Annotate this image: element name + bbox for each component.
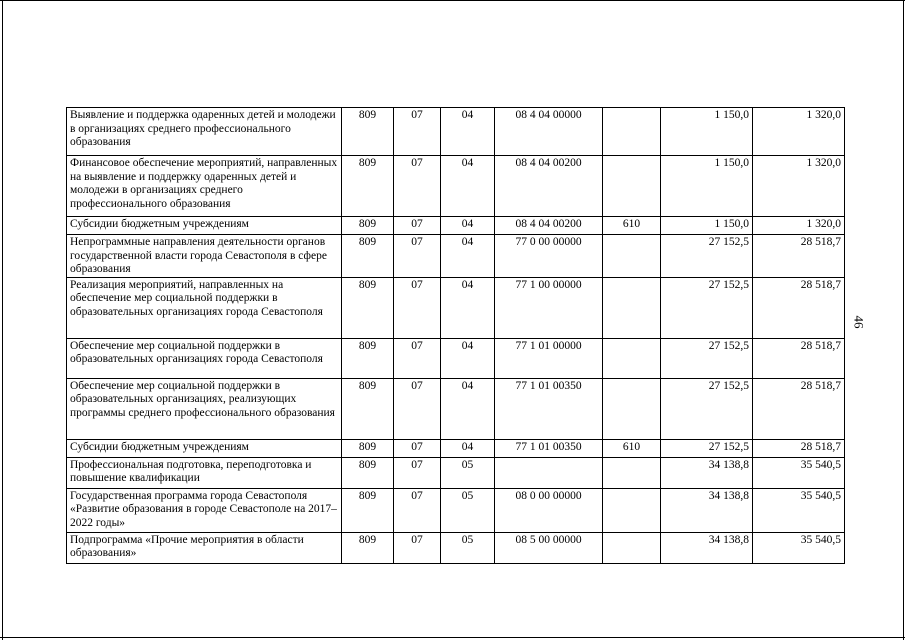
row-amount-year-1: 1 150,0 (661, 217, 753, 235)
row-target-article: 08 4 04 00200 (495, 156, 603, 217)
row-target-article: 77 1 01 00350 (495, 439, 603, 457)
row-subsection-code: 05 (441, 457, 495, 488)
row-amount-year-1: 27 152,5 (661, 439, 753, 457)
row-name: Профессиональная подготовка, переподготовка и повышение квалификации (67, 457, 342, 488)
row-section-code: 07 (394, 439, 441, 457)
row-name: Субсидии бюджетным учреждениям (67, 439, 342, 457)
row-target-article: 08 0 00 00000 (495, 488, 603, 532)
table-row (67, 156, 845, 217)
row-section-code: 07 (394, 108, 441, 156)
row-grbs-code: 809 (342, 217, 394, 235)
row-subsection-code: 04 (441, 378, 495, 439)
row-amount-year-1: 1 150,0 (661, 108, 753, 156)
table-row (67, 532, 845, 563)
row-name: Субсидии бюджетным учреждениям (67, 217, 342, 235)
row-amount-year-2: 35 540,5 (753, 488, 845, 532)
table-row (67, 488, 845, 532)
row-amount-year-2: 35 540,5 (753, 532, 845, 563)
row-amount-year-2: 1 320,0 (753, 156, 845, 217)
row-expense-type (603, 457, 661, 488)
row-amount-year-1: 34 138,8 (661, 488, 753, 532)
row-amount-year-1: 27 152,5 (661, 277, 753, 338)
row-subsection-code: 04 (441, 217, 495, 235)
row-subsection-code: 05 (441, 488, 495, 532)
row-subsection-code: 04 (441, 156, 495, 217)
row-target-article: 77 1 01 00000 (495, 338, 603, 378)
row-grbs-code: 809 (342, 378, 394, 439)
row-name: Обеспечение мер социальной поддержки в образовательных организациях города Севастополя (67, 338, 342, 378)
row-target-article: 08 5 00 00000 (495, 532, 603, 563)
row-name: Финансовое обеспечение мероприятий, направленных на выявление и поддержку одаренных детей и молодежи в организациях среднего профессионального образования (67, 156, 342, 217)
row-name: Обеспечение мер социальной поддержки в образовательных организациях, реализующих программы среднего профессионального образования (67, 378, 342, 439)
row-amount-year-1: 34 138,8 (661, 532, 753, 563)
row-expense-type (603, 488, 661, 532)
scan-edge-bottom (0, 637, 905, 638)
row-grbs-code: 809 (342, 235, 394, 278)
row-name: Непрограммные направления деятельности органов государственной власти города Севастополя в сфере образования (67, 235, 342, 278)
row-amount-year-2: 35 540,5 (753, 457, 845, 488)
row-section-code: 07 (394, 378, 441, 439)
row-grbs-code: 809 (342, 156, 394, 217)
row-amount-year-2: 28 518,7 (753, 277, 845, 338)
table-row (67, 277, 845, 338)
row-expense-type: 610 (603, 217, 661, 235)
row-section-code: 07 (394, 235, 441, 278)
row-expense-type (603, 235, 661, 278)
row-section-code: 07 (394, 217, 441, 235)
row-amount-year-2: 28 518,7 (753, 338, 845, 378)
table-row (67, 439, 845, 457)
row-section-code: 07 (394, 457, 441, 488)
row-amount-year-2: 1 320,0 (753, 108, 845, 156)
table-body (67, 108, 845, 564)
row-name: Подпрограмма «Прочие мероприятия в области образования» (67, 532, 342, 563)
scan-edge-top (0, 0, 905, 1)
row-amount-year-1: 34 138,8 (661, 457, 753, 488)
row-target-article: 77 1 01 00350 (495, 378, 603, 439)
row-expense-type (603, 156, 661, 217)
row-expense-type: 610 (603, 439, 661, 457)
row-section-code: 07 (394, 277, 441, 338)
row-amount-year-1: 1 150,0 (661, 156, 753, 217)
row-subsection-code: 05 (441, 532, 495, 563)
row-amount-year-2: 1 320,0 (753, 217, 845, 235)
row-section-code: 07 (394, 488, 441, 532)
row-expense-type (603, 532, 661, 563)
row-amount-year-2: 28 518,7 (753, 439, 845, 457)
table-row (67, 235, 845, 278)
table-row (67, 108, 845, 156)
row-expense-type (603, 378, 661, 439)
page-number: 46 (851, 315, 867, 329)
row-target-article: 77 0 00 00000 (495, 235, 603, 278)
row-amount-year-1: 27 152,5 (661, 378, 753, 439)
row-grbs-code: 809 (342, 108, 394, 156)
table-row (67, 338, 845, 378)
row-grbs-code: 809 (342, 532, 394, 563)
row-name: Реализация мероприятий, направленных на обеспечение мер социальной поддержки в образовательных организациях города Севастополя (67, 277, 342, 338)
row-name: Государственная программа города Севастополя «Развитие образования в городе Севастополе на 2017–2022 годы» (67, 488, 342, 532)
row-section-code: 07 (394, 338, 441, 378)
row-target-article (495, 457, 603, 488)
row-name: Выявление и поддержка одаренных детей и молодежи в организациях среднего профессионального образования (67, 108, 342, 156)
row-amount-year-1: 27 152,5 (661, 338, 753, 378)
row-subsection-code: 04 (441, 439, 495, 457)
row-amount-year-1: 27 152,5 (661, 235, 753, 278)
row-amount-year-2: 28 518,7 (753, 235, 845, 278)
scan-edge-left (2, 0, 3, 640)
row-grbs-code: 809 (342, 439, 394, 457)
table-row (67, 378, 845, 439)
row-target-article: 08 4 04 00200 (495, 217, 603, 235)
row-subsection-code: 04 (441, 108, 495, 156)
scan-edge-right (903, 0, 904, 640)
row-expense-type (603, 277, 661, 338)
row-expense-type (603, 108, 661, 156)
budget-table (66, 107, 845, 564)
row-subsection-code: 04 (441, 235, 495, 278)
row-subsection-code: 04 (441, 338, 495, 378)
row-target-article: 77 1 00 00000 (495, 277, 603, 338)
table-row (67, 457, 845, 488)
row-expense-type (603, 338, 661, 378)
row-section-code: 07 (394, 156, 441, 217)
row-target-article: 08 4 04 00000 (495, 108, 603, 156)
table-row (67, 217, 845, 235)
row-grbs-code: 809 (342, 488, 394, 532)
row-subsection-code: 04 (441, 277, 495, 338)
row-amount-year-2: 28 518,7 (753, 378, 845, 439)
row-section-code: 07 (394, 532, 441, 563)
row-grbs-code: 809 (342, 277, 394, 338)
row-grbs-code: 809 (342, 457, 394, 488)
row-grbs-code: 809 (342, 338, 394, 378)
